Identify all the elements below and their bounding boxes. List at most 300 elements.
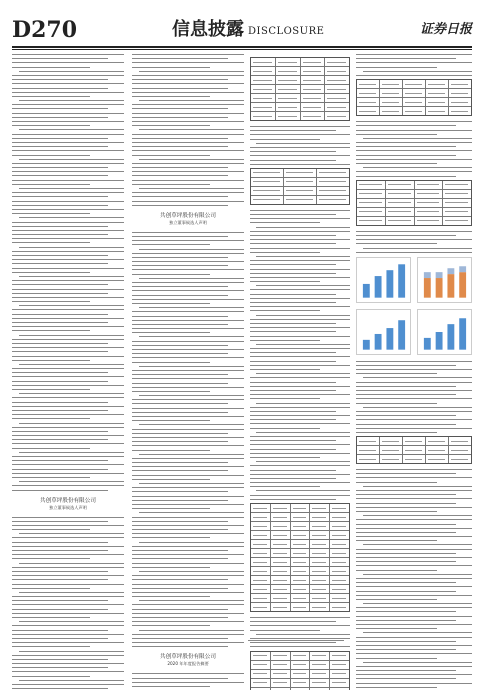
text-line	[356, 419, 472, 420]
table-cell	[415, 181, 444, 189]
table-cell	[357, 446, 380, 454]
text-line	[19, 651, 124, 652]
table-row	[357, 98, 471, 107]
text-line	[12, 385, 124, 386]
text-line	[356, 361, 472, 362]
text-line	[356, 382, 472, 383]
table-cell	[330, 670, 349, 678]
text-line	[12, 309, 124, 310]
text-line	[12, 67, 90, 68]
text-line	[132, 67, 210, 68]
table-cell	[271, 679, 291, 687]
text-line	[250, 361, 336, 362]
text-line	[132, 479, 210, 480]
table-cell	[251, 85, 276, 93]
page-header	[12, 18, 472, 46]
header-rule	[12, 46, 472, 48]
text-line	[250, 482, 350, 483]
text-line	[12, 92, 124, 93]
text-line	[12, 339, 124, 340]
text-line	[139, 278, 244, 279]
table-cell	[357, 455, 380, 463]
table-cell	[271, 661, 291, 669]
table-cell	[403, 107, 426, 115]
text-line	[12, 684, 124, 685]
text-line	[132, 62, 244, 63]
text-line	[356, 519, 472, 520]
table-cell	[251, 187, 284, 195]
table-row	[251, 94, 349, 103]
chart-bar	[459, 272, 466, 298]
table-cell	[251, 540, 271, 548]
table-cell	[380, 98, 403, 106]
table-row	[357, 199, 471, 208]
table-cell	[291, 567, 311, 575]
text-line	[256, 143, 350, 144]
text-line	[12, 209, 124, 210]
table-cell	[449, 89, 471, 97]
text-line	[356, 611, 456, 612]
table-row	[251, 187, 349, 196]
text-line	[12, 517, 124, 518]
text-line	[356, 678, 456, 679]
text-line	[356, 591, 456, 592]
text-line	[12, 251, 124, 252]
table-cell	[251, 576, 271, 584]
table-cell	[317, 169, 349, 177]
table-cell	[284, 178, 317, 186]
announcement-title: 共创草坪股份有限公司	[160, 212, 216, 219]
text-line	[12, 201, 124, 202]
text-line	[12, 62, 124, 63]
text-line	[12, 289, 124, 290]
text-line	[139, 100, 244, 101]
table-row	[251, 585, 349, 594]
table-cell	[443, 190, 471, 198]
text-line	[363, 603, 472, 604]
table-cell	[251, 513, 271, 521]
text-line	[12, 138, 108, 139]
text-line	[356, 163, 437, 164]
text-line	[250, 294, 336, 295]
text-line	[12, 667, 108, 668]
text-line	[132, 163, 244, 164]
text-line	[132, 420, 210, 421]
text-line	[12, 389, 90, 390]
text-line	[356, 121, 472, 122]
table-row	[251, 76, 349, 85]
text-line	[132, 445, 244, 446]
table-cell	[251, 196, 284, 204]
text-line	[12, 58, 108, 59]
table-cell	[330, 504, 349, 512]
announcement-title-block	[132, 213, 244, 226]
text-line	[356, 58, 456, 59]
text-line	[132, 625, 210, 626]
text-line	[12, 318, 124, 319]
text-line	[250, 306, 350, 307]
text-line	[12, 671, 124, 672]
table-cell	[357, 89, 380, 97]
text-line	[356, 645, 472, 646]
text-line	[132, 686, 210, 687]
text-line	[132, 117, 228, 118]
table-cell	[291, 679, 311, 687]
text-line	[132, 596, 210, 597]
table-cell	[325, 58, 349, 66]
table-cell	[357, 181, 386, 189]
text-line	[12, 406, 124, 407]
text-line	[363, 515, 472, 516]
text-line	[12, 464, 124, 465]
table-cell	[426, 80, 449, 88]
text-line	[132, 192, 244, 193]
decorative-chart	[417, 309, 472, 355]
table-cell	[380, 89, 403, 97]
table-cell	[251, 522, 271, 530]
table-cell	[251, 67, 276, 75]
table-row	[251, 112, 349, 120]
data-table	[356, 79, 472, 116]
text-line	[19, 247, 124, 248]
text-line	[356, 565, 472, 566]
text-line	[132, 299, 244, 300]
table-cell	[403, 80, 426, 88]
table-cell	[310, 670, 330, 678]
text-line	[356, 599, 437, 600]
text-line	[19, 71, 124, 72]
text-line	[12, 75, 124, 76]
chart-bar	[447, 274, 454, 298]
announcement-subtitle: 独立董事候选人声明	[49, 504, 87, 510]
text-line	[250, 356, 350, 357]
chart-bar	[436, 272, 443, 278]
table-cell	[251, 58, 276, 66]
text-line	[132, 311, 244, 312]
text-line	[356, 482, 437, 483]
text-line	[132, 634, 244, 635]
table-row	[251, 531, 349, 540]
text-line	[132, 475, 244, 476]
chart-bar	[375, 276, 382, 298]
table-row	[357, 437, 471, 446]
text-line	[19, 481, 124, 482]
table-row	[251, 688, 349, 691]
text-line	[363, 71, 472, 72]
text-line	[132, 324, 228, 325]
text-line	[363, 662, 472, 663]
text-line	[250, 147, 350, 148]
table-cell	[251, 603, 271, 611]
table-row	[251, 513, 349, 522]
table-cell	[317, 187, 349, 195]
text-line	[19, 364, 124, 365]
text-line	[132, 450, 210, 451]
table-cell	[403, 98, 426, 106]
text-line	[363, 248, 472, 249]
text-line	[12, 460, 108, 461]
text-line	[356, 155, 456, 156]
text-line	[356, 394, 456, 395]
table-cell	[386, 199, 415, 207]
table-cell	[415, 208, 444, 216]
table-cell	[357, 190, 386, 198]
chart-bar	[398, 264, 405, 297]
text-line	[132, 546, 244, 547]
text-line	[356, 498, 472, 499]
text-line	[139, 630, 244, 631]
text-line	[132, 550, 228, 551]
text-line	[250, 126, 350, 127]
text-line	[12, 584, 124, 585]
table-cell	[426, 107, 449, 115]
text-line	[356, 687, 437, 688]
text-line	[250, 231, 350, 232]
text-line	[132, 370, 244, 371]
table-cell	[301, 94, 326, 102]
text-line	[250, 331, 336, 332]
text-line	[356, 54, 472, 55]
text-line	[250, 348, 350, 349]
table-row	[251, 103, 349, 112]
table-cell	[310, 679, 330, 687]
text-line	[132, 579, 228, 580]
text-line	[132, 353, 228, 354]
text-line	[132, 295, 228, 296]
text-line	[12, 477, 90, 478]
text-line	[250, 499, 336, 500]
text-line	[139, 159, 244, 160]
text-line	[132, 678, 228, 679]
text-line	[12, 314, 108, 315]
text-line	[12, 663, 124, 664]
text-line	[250, 382, 336, 383]
text-line	[12, 284, 108, 285]
text-line	[132, 642, 244, 643]
text-line	[356, 398, 472, 399]
text-line	[139, 307, 244, 308]
text-line	[12, 121, 124, 122]
text-line	[363, 167, 472, 168]
decorative-chart	[356, 257, 411, 303]
table-cell	[310, 576, 330, 584]
text-line	[250, 470, 336, 471]
text-line	[12, 54, 124, 55]
text-line	[250, 340, 320, 341]
text-line	[356, 641, 456, 642]
text-line	[19, 533, 124, 534]
table-cell	[271, 522, 291, 530]
text-line	[256, 315, 350, 316]
text-line	[12, 604, 124, 605]
table-cell	[301, 58, 326, 66]
table-cell	[317, 196, 349, 204]
text-line	[12, 525, 124, 526]
text-line	[132, 558, 228, 559]
table-cell	[325, 112, 349, 120]
text-line	[132, 362, 210, 363]
text-line	[12, 297, 124, 298]
section-title-en: DISCLOSURE	[248, 26, 325, 37]
text-line	[250, 134, 350, 135]
text-line	[12, 456, 124, 457]
text-line	[12, 104, 124, 105]
text-line	[250, 617, 350, 618]
table-cell	[310, 549, 330, 557]
text-line	[19, 276, 124, 277]
text-line	[256, 344, 350, 345]
text-line	[12, 634, 124, 635]
table-cell	[449, 446, 471, 454]
text-line	[356, 365, 456, 366]
text-line	[250, 621, 336, 622]
table-row	[251, 85, 349, 94]
text-line	[356, 549, 472, 550]
table-cell	[301, 67, 326, 75]
text-line	[12, 439, 108, 440]
table-cell	[330, 513, 349, 521]
text-line	[132, 232, 244, 233]
text-line	[356, 616, 472, 617]
text-line	[132, 134, 244, 135]
text-line	[256, 490, 350, 491]
table-cell	[276, 67, 301, 75]
text-line	[132, 282, 244, 283]
table-cell	[271, 594, 291, 602]
table-cell	[426, 437, 449, 445]
table-cell	[271, 504, 291, 512]
text-line	[250, 377, 350, 378]
text-line	[356, 176, 456, 177]
text-line	[356, 390, 472, 391]
text-line	[12, 351, 108, 352]
text-line	[132, 205, 228, 206]
text-line	[139, 395, 244, 396]
text-line	[250, 638, 350, 639]
table-cell	[276, 58, 301, 66]
text-line	[12, 108, 108, 109]
announcement-subtitle: 2020 年年度报告摘要	[167, 661, 209, 667]
text-line	[250, 449, 336, 450]
text-line	[12, 435, 124, 436]
text-line	[12, 322, 108, 323]
table-cell	[301, 112, 326, 120]
text-line	[12, 150, 124, 151]
text-line	[132, 412, 228, 413]
table-cell	[330, 688, 349, 691]
table-cell	[380, 437, 403, 445]
table-cell	[276, 94, 301, 102]
header-rule-thin	[12, 49, 472, 50]
text-line	[12, 155, 90, 156]
table-row	[357, 80, 471, 89]
text-line	[132, 155, 210, 156]
text-line	[12, 490, 108, 491]
text-line	[12, 272, 90, 273]
section-title-cn: 信息披露	[172, 19, 244, 40]
text-line	[12, 676, 90, 677]
text-line	[132, 104, 244, 105]
text-line	[132, 487, 244, 488]
text-line	[356, 595, 472, 596]
table-row	[251, 576, 349, 585]
data-table	[356, 436, 472, 464]
text-line	[356, 415, 456, 416]
table-cell	[271, 576, 291, 584]
table-cell	[386, 208, 415, 216]
text-line	[356, 490, 472, 491]
table-cell	[325, 85, 349, 93]
text-line	[250, 625, 350, 626]
text-line	[132, 537, 210, 538]
text-line	[12, 326, 124, 327]
text-line	[132, 617, 228, 618]
text-line	[139, 483, 244, 484]
text-line	[132, 682, 244, 683]
table-row	[251, 504, 349, 513]
text-line	[19, 393, 124, 394]
text-line	[363, 544, 472, 545]
text-line	[250, 465, 350, 466]
text-line	[19, 452, 124, 453]
table-cell	[251, 670, 271, 678]
table-cell	[276, 85, 301, 93]
text-line	[250, 273, 336, 274]
text-line	[139, 424, 244, 425]
table-row	[357, 446, 471, 455]
text-line	[256, 256, 350, 257]
text-line	[12, 230, 124, 231]
text-line	[12, 642, 124, 643]
text-line	[356, 231, 472, 232]
text-line	[139, 571, 244, 572]
text-line	[250, 436, 350, 437]
chart-bar	[398, 320, 405, 349]
text-line	[132, 265, 228, 266]
text-line	[356, 607, 472, 608]
text-line	[132, 504, 244, 505]
table-cell	[386, 217, 415, 225]
text-line	[132, 437, 244, 438]
text-line	[356, 150, 472, 151]
table-cell	[310, 567, 330, 575]
text-line	[363, 138, 472, 139]
text-line	[132, 391, 210, 392]
text-line	[356, 649, 456, 650]
text-line	[12, 613, 124, 614]
table-cell	[271, 531, 291, 539]
text-line	[132, 646, 228, 647]
text-line	[356, 432, 437, 433]
table-cell	[330, 661, 349, 669]
table-cell	[330, 540, 349, 548]
text-line	[132, 374, 228, 375]
text-line	[256, 403, 350, 404]
table-cell	[325, 67, 349, 75]
table-row	[251, 522, 349, 531]
text-line	[250, 474, 350, 475]
chart-bar	[436, 278, 443, 298]
text-line	[250, 277, 350, 278]
text-line	[12, 402, 108, 403]
text-line	[132, 588, 228, 589]
text-line	[356, 683, 472, 684]
text-line	[132, 274, 210, 275]
text-line	[132, 171, 244, 172]
table-cell	[310, 531, 330, 539]
text-line	[12, 356, 124, 357]
text-line	[12, 196, 108, 197]
